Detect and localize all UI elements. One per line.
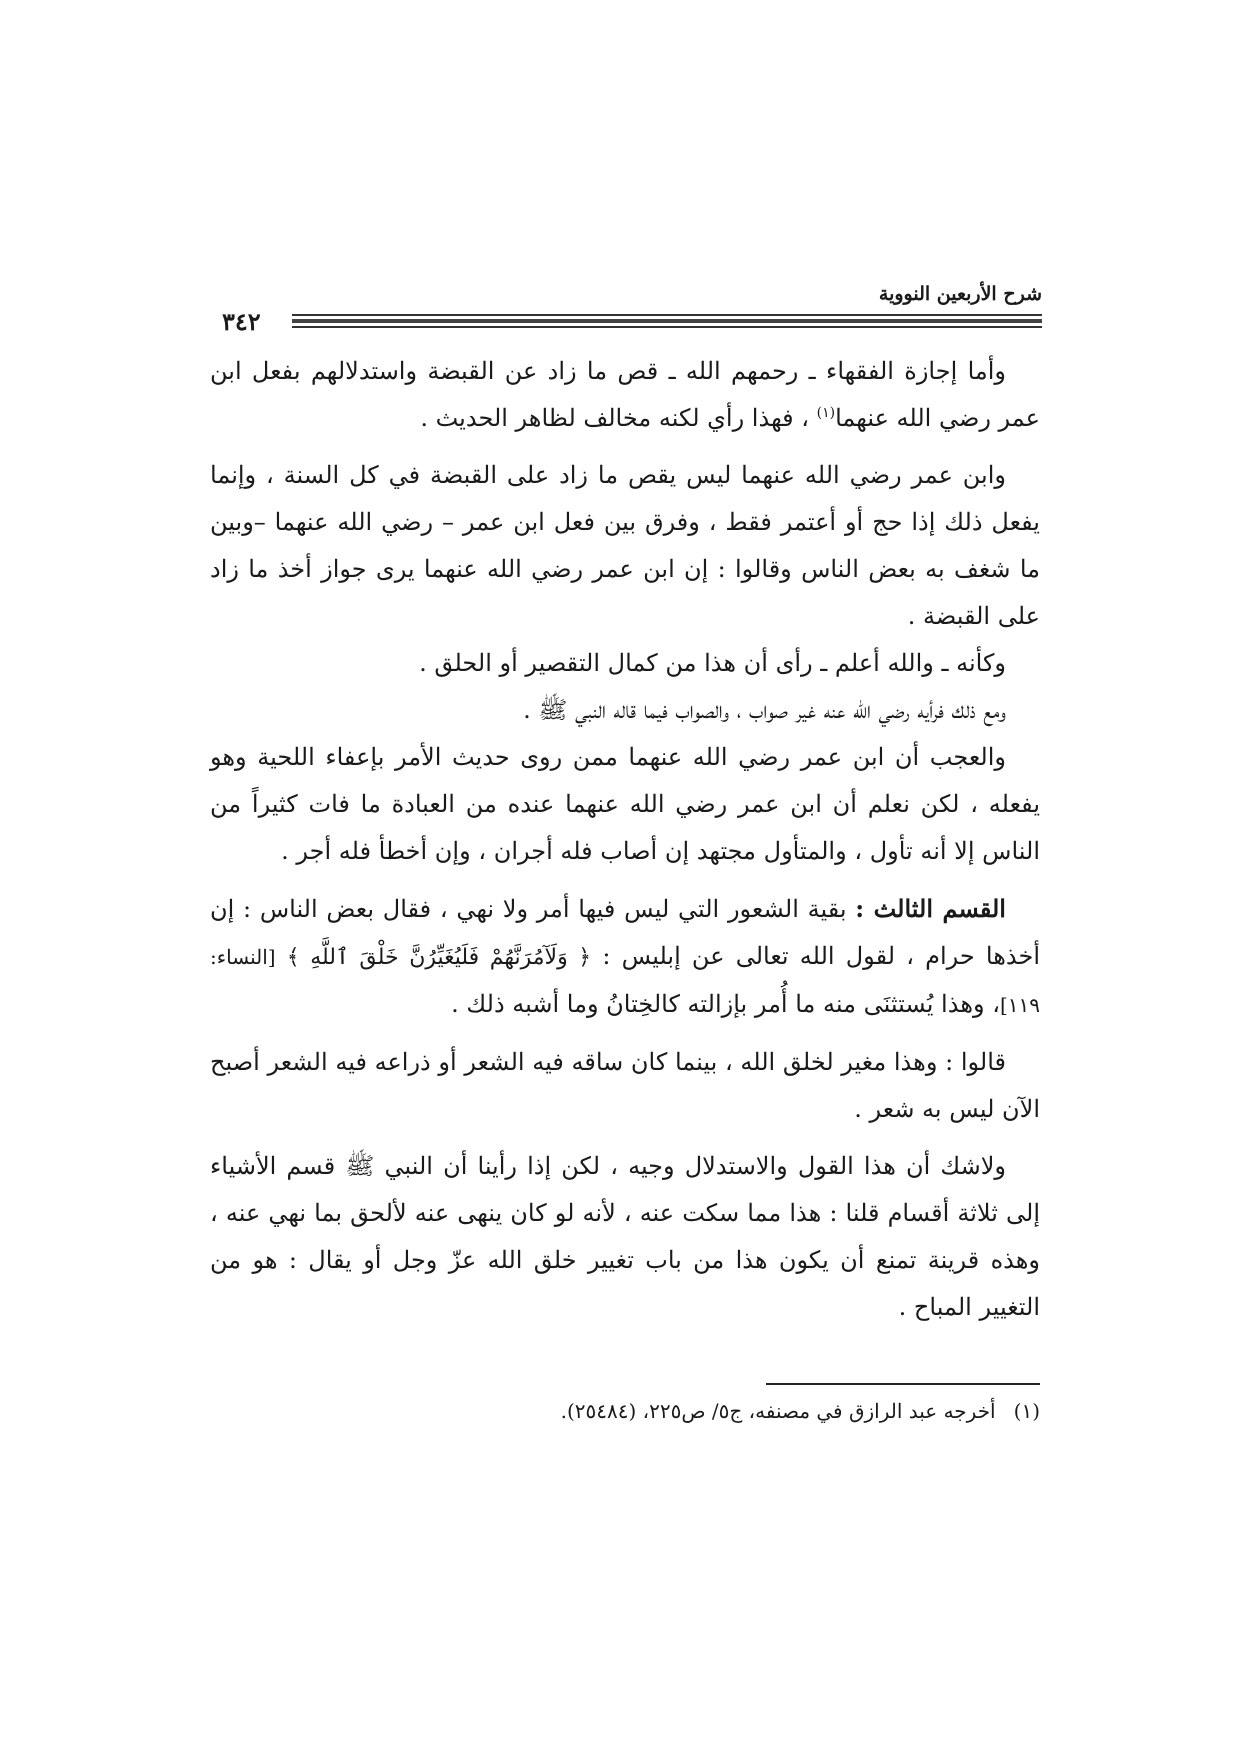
spacer (210, 1133, 1040, 1143)
book-title: شرح الأربعين النووية (878, 283, 1042, 305)
header-rule (292, 319, 1042, 323)
paragraph (210, 885, 1040, 1029)
main-text (210, 348, 1040, 1331)
page-number: ٣٤٢ (222, 307, 261, 336)
paragraph-text: وأما إجازة الفقهاء ـ رحمهم الله ـ قص ما زاد عن القبضة واستدلالهم بفعل ابن عمر رضي الله عنهما (210, 357, 1040, 432)
spacer (210, 1029, 1040, 1039)
footnote-rule (766, 1383, 1040, 1385)
running-header (222, 275, 1042, 335)
footnote-ref: (١) (816, 405, 836, 421)
paragraph: وكأنه ـ والله أعلم ـ رأى أن هذا من كمال التقصير أو الحلق . (419, 649, 1006, 677)
paragraph-text: بقية الشعور التي ليس فيها أمر ولا نهي ، فقال بعض الناس : إن أخذها حرام ، لقول الله تعالى عن إبليس : (210, 895, 1040, 970)
spacer (210, 442, 1040, 452)
section-heading: القسم الثالث : (855, 894, 1006, 923)
header-rule (292, 326, 1042, 328)
verse-reference: [النساء: ١١٩] (210, 945, 1040, 1017)
paragraph (210, 348, 1040, 442)
paragraph: والعجب أن ابن عمر رضي الله عنهما ممن روى حديث الأمر بإعفاء اللحية وهو يفعله ، لكن نعلم أن ابن عمر رضي الله عنهما عنده من العبادة ما فات كثيراً من الناس إلا أنه تأول ، والمتأول مجتهد إن أصاب فله أجران ، وإن أخطأ فله أجر . (210, 743, 1040, 865)
paragraph-text: ، وهذا يُستثنَى منه ما أُمر بإزالته كالخِتانُ وما أشبه ذلك . (451, 990, 1000, 1018)
footnote (220, 1396, 1040, 1426)
paragraph: ولاشك أن هذا القول والاستدلال وجيه ، لكن إذا رأينا أن النبي ﷺ قسم الأشياء إلى ثلاثة أقسام قلنا : هذا مما سكت عنه ، لأنه لو كان ينهى عنه لألحق بما نهي عنه ، وهذه قرينة تمنع أن يكون هذا من باب تغيير خلق الله عزّ وجل أو يقال : هو من التغيير المباح . (210, 1152, 1040, 1321)
footnote-text: أخرجه عبد الرازق في مصنفه، ج٥/ ص٢٢٥، (٢٥٤٨٤). (560, 1399, 996, 1423)
paragraph: وابن عمر رضي الله عنهما ليس يقص ما زاد على القبضة في كل السنة ، وإنما يفعل ذلك إذا حج أو أعتمر فقط ، وفرق بين فعل ابن عمر – رضي الله عنهما –وبين ما شغف به بعض الناس وقالوا : إن ابن عمر رضي الله عنهما يرى جواز أخذ ما زاد على القبضة . (210, 461, 1041, 630)
paragraph: قالوا : وهذا مغير لخلق الله ، بينما كان ساقه فيه الشعر أو ذراعه فيه الشعر أصبح الآن ليس به شعر . (210, 1048, 1040, 1123)
header-rule (292, 314, 1042, 316)
quran-verse: ﴿ وَلَآمُرَنَّهُمْ فَلَيُغَيِّرُنَّ خَلْقَ ٱللَّهِ ﴾ (286, 945, 592, 970)
paragraph-text: ، فهذا رأي لكنه مخالف لظاهر الحديث . (420, 404, 809, 432)
paragraph: ومع ذلك فرأيه رضي الله عنه غير صواب ، والصواب فيما قاله النبي ﷺ . (523, 696, 1006, 724)
spacer (210, 875, 1040, 885)
footnote-number: (١) (1013, 1399, 1040, 1423)
